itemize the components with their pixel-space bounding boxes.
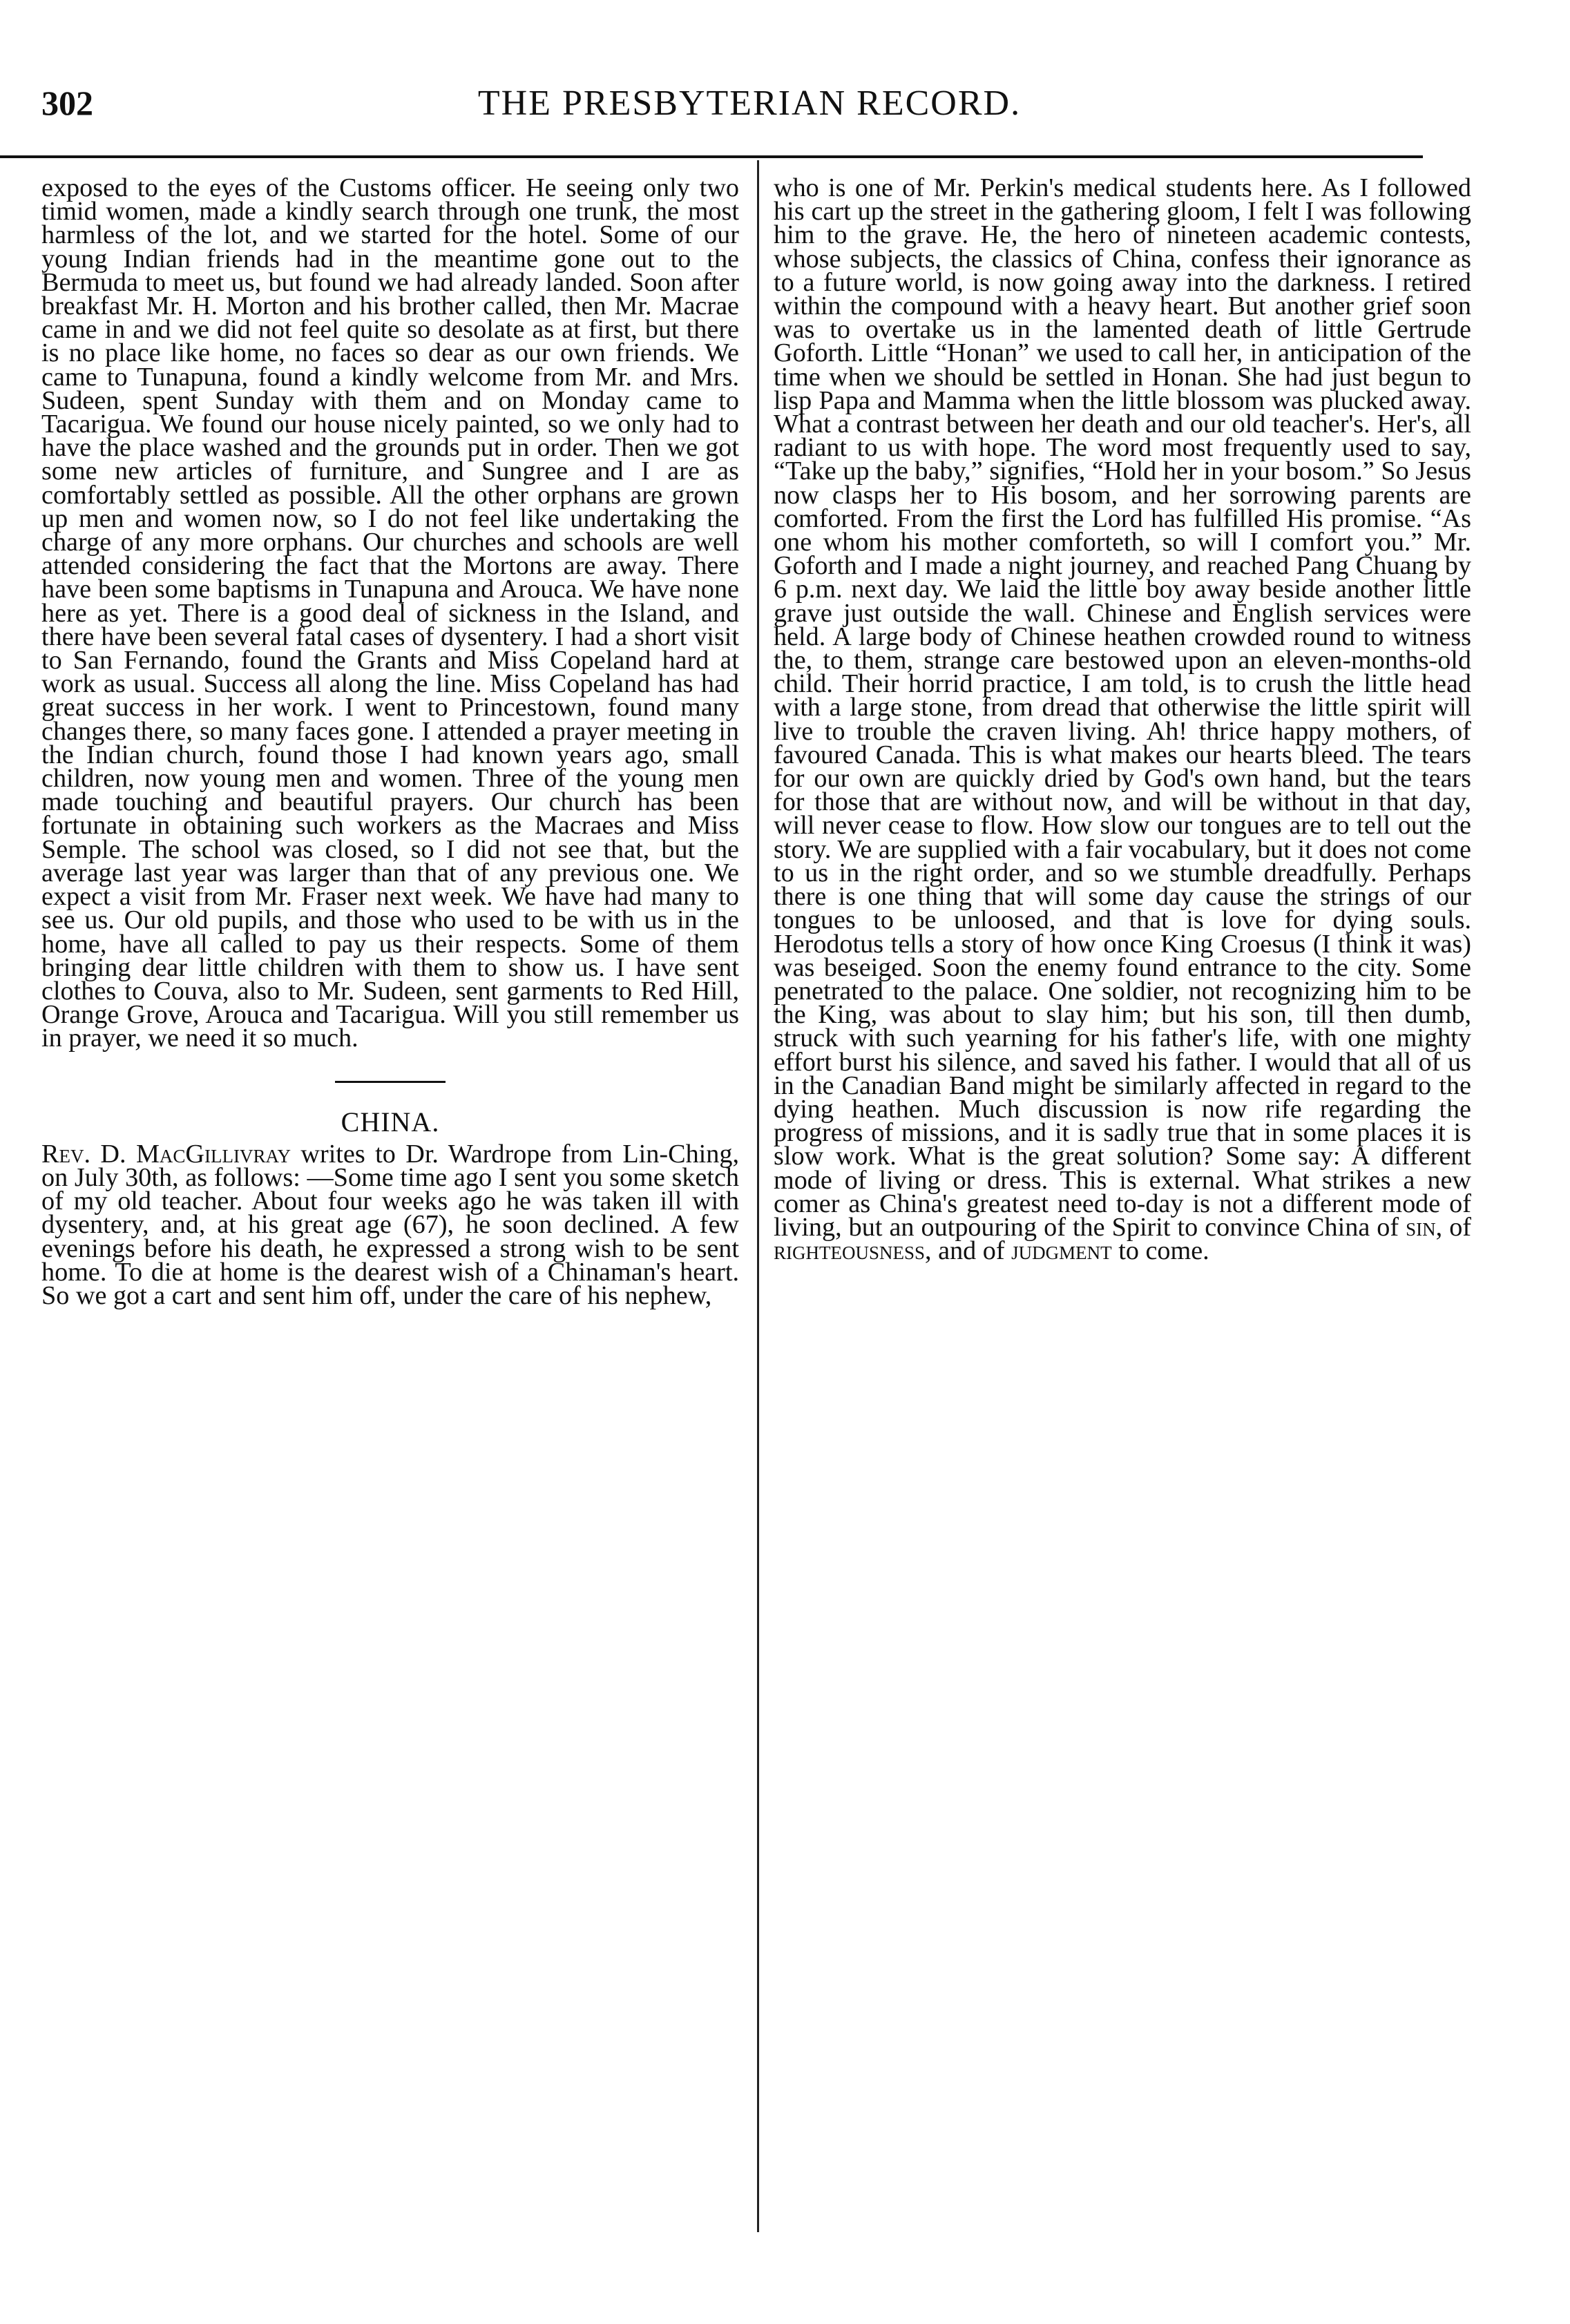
letter-continuation-paragraph: exposed to the eyes of the Customs officer. He seeing only two timid women, made a kindly search through one trunk, the most harmless of the lot, and we started for the hotel. Some of our young Indian friends had in the meantime gone out to the Bermuda to meet us, but found we had already landed. Soon after breakfast Mr. H. Morton and his brother called, then Mr. Macrae came in and we did not feel quite so desolate as at first, but there is no place like home, no faces so dear as our own friends. We came to Tunapuna, found a kindly welcome from Mr. and Mrs. Sudeen, spent Sunday with them and on Monday came to Tacarigua. We found our house nicely painted, so we only had to have the place washed and the grounds put in order. Then we got some new articles of furniture, and Sungree and I are as comfortably settled as possible. All the other orphans are grown up men and women now, so I do not feel like undertaking the charge of any more orphans. Our churches and schools are well attended considering the fact that the Mortons are away. There have been some baptisms in Tunapuna and Arouca. We have none here as yet. There is a good deal of sickness in the Island, and there have been several fatal cases of dysentery. I had a short visit to San Fernando, found the Grants and Miss Copeland hard at work as usual. Success all along the line. Miss Copeland has had great success in her work. I went to Princestown, found many changes there, so many faces gone. I attended a prayer meeting in the Indian church, found those I had known years ago, small children, now young men and women. Three of the young men made touching and beautiful prayers. Our church has been fortunate in obtaining such workers as the Macraes and Miss Semple. The school was closed, so I did not see that, but the average last year was larger than that of any previous one. We expect a visit from Mr. Fraser next week. We have had many to see us. Our old pupils, and those who used to be with us in the home, have all called to pay us their respects. Some of them bringing dear little children with them to show us. I have sent clothes to Couva, also to Mr. Sudeen, sent garments to Red Hill, Orange Grove, Arouca and Tacarigua. Will you still remember us in prayer, we need it so much. [41, 173, 739, 1053]
page-number: 302 [41, 84, 93, 122]
closing-connector-2: , and of [925, 1236, 1005, 1266]
left-column [41, 173, 740, 1310]
header-rule [0, 155, 1423, 158]
china-letter-continuation-text: who is one of Mr. Perkin's medical students here. As I followed his cart up the street in the gathering gloom, I felt I was following him to the grave. He, the hero of nineteen academic contests, whose subjects, the classics of China, confess their ignorance as to a future world, is now going away into the darkness. I retired within the compound with a heavy heart. But another grief soon was to overtake us in the lamented death of little Gertrude Goforth. Little “Honan” we used to call her, in anticipation of the time when we should be settled in Honan. She had just begun to lisp Papa and Mamma when the little blossom was plucked away. What a contrast between her death and our old teacher's. Her's, all radiant to us with hope. The word most frequently used to say, “Take up the baby,” signifies, “Hold her in your bosom.” So Jesus now clasps her to His bosom, and her sorrowing parents are comforted. From the first the Lord has fulfilled His promise. “As one whom his mother comforteth, so will I comfort you.” Mr. Goforth and I made a night journey, and reached Pang Chuang by 6 p.m. next day. We laid the little boy away beside another little grave just outside the wall. Chinese and English services were held. A large body of Chinese heathen crowded round to witness the, to them, strange care bestowed upon an eleven-months-old child. Their horrid practice, I am told, is to crush the little head with a large stone, from dread that otherwise the little spirit will live to trouble the craven living. Ah! thrice happy mothers, of favoured Canada. This is what makes our hearts bleed. The tears for our own are quickly dried by God's own hand, but the tears for those that are without now, and will be without in that day, will never cease to flow. How slow our tongues are to tell out the story. We are supplied with a fair vocabulary, but it does not come to us in the right order, and so we stumble dreadfully. Perhaps there is one thing that will some day cause the strings of our tongues to be unloosed, and that is love for dying souls. Herodotus tells a story of how once King Croesus (I think it was) was beseiged. Soon the enemy found entrance to the city. Some penetrated to the palace. One soldier, not recognizing him to be the King, was about to slay him; but his son, till then dumb, struck with such yearning for his father's life, with one mighty effort burst his silence, and saved his father. I would that all of us in the Canadian Band might be similarly affected in regard to the dying heathen. Much discussion is now rife regarding the progress of missions, and it is sadly true that in some places it is slow work. What is the great solution? Some say: A different mode of living or dress. This is external. What strikes a new comer as China's greatest need to-day is not a different mode of living, but an outpouring of the Spirit to convince China of [774, 173, 1471, 1242]
section-heading-china: CHINA. [341, 1106, 440, 1137]
china-letter-author: Rev. D. MacGillivray [41, 1139, 291, 1169]
right-column [774, 173, 1472, 1266]
running-title: THE PRESBYTERIAN RECORD. [477, 84, 1022, 123]
china-letter-continuation [774, 173, 1472, 1266]
page-header [41, 83, 1457, 138]
china-letter-paragraph [41, 1139, 740, 1310]
closing-end: to come. [1118, 1236, 1209, 1266]
closing-connector-1: , of [1435, 1212, 1472, 1242]
section-separator [335, 1081, 446, 1083]
column-divider [757, 160, 759, 2232]
closing-word-judgment: judgment [1011, 1236, 1112, 1266]
closing-word-sin: sin [1406, 1212, 1436, 1242]
china-letter-text: writes to Dr. Wardrope from Lin-Ching, on July 30th, as follows: —Some time ago I sent you some sketch of my old teacher. About four weeks ago he was taken ill with dysentery, and, at his great age (67), he soon declined. A few evenings before his death, he expressed a strong wish to be sent home. To die at home is the dearest wish of a Chinaman's heart. So we got a cart and sent him off, under the care of his nephew, [41, 1139, 740, 1310]
closing-word-righteousness: righteousness [774, 1236, 926, 1266]
